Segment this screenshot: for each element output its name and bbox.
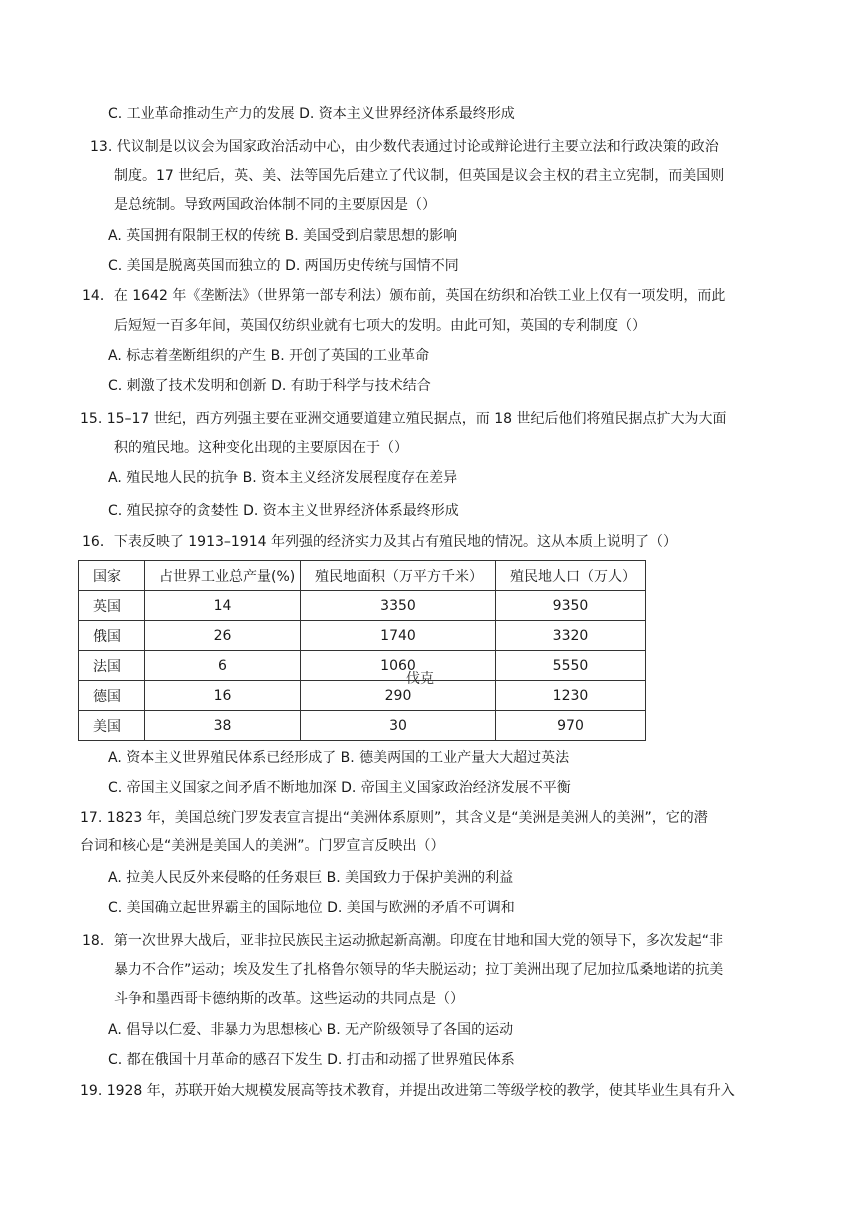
colonial-data-table <box>78 560 646 741</box>
table-cell: 英国 <box>79 591 145 621</box>
table-row <box>79 591 646 621</box>
table-cell: 14 <box>145 591 301 621</box>
text-line: 15. 15–17 世纪，西方列强主要在亚洲交通要道建立殖民据点，而 18 世纪后他们将殖民据点扩大为大面 <box>80 411 727 427</box>
text-line: C. 美国是脱离英国而独立的 D. 两国历史传统与国情不同 <box>108 258 459 274</box>
table-row <box>79 681 646 711</box>
table-cell: 俄国 <box>79 621 145 651</box>
table-cell: 3350 <box>301 591 496 621</box>
table-header-cell: 殖民地面积（万平方千米） <box>301 561 496 591</box>
text-line: 17. 1823 年，美国总统门罗发表宣言提出“美洲体系原则”，其含义是“美洲是美洲人的美洲”，它的潜 <box>80 810 708 826</box>
table-header-cell: 国家 <box>79 561 145 591</box>
table-cell: 法国 <box>79 651 145 681</box>
table-cell: 美国 <box>79 711 145 741</box>
text-line: 积的殖民地。这种变化出现的主要原因在于（） <box>114 440 408 456</box>
text-line: 斗争和墨西哥卡德纳斯的改革。这些运动的共同点是（） <box>114 991 464 1007</box>
table-cell: 德国 <box>79 681 145 711</box>
table-cell: 290 <box>301 681 496 711</box>
text-line: C. 帝国主义国家之间矛盾不断地加深 D. 帝国主义国家政治经济发展不平衡 <box>108 780 571 796</box>
text-line: 制度。17 世纪后，英、美、法等国先后建立了代议制，但英国是议会主权的君主立宪制，而美国则 <box>114 168 725 184</box>
table-cell: 5550 <box>496 651 646 681</box>
text-line: A. 标志着垄断组织的产生 B. 开创了英国的工业革命 <box>108 348 430 364</box>
text-line: C. 美国确立起世界霸主的国际地位 D. 美国与欧洲的矛盾不可调和 <box>108 900 515 916</box>
table-header-cell: 殖民地人口（万人） <box>496 561 646 591</box>
text-line: 13. 代议制是以议会为国家政治活动中心，由少数代表通过讨论或辩论进行主要立法和行政决策的政治 <box>90 139 719 155</box>
table-header-row <box>79 561 646 591</box>
table-cell: 1230 <box>496 681 646 711</box>
watermark-text: 伐克 <box>406 671 434 687</box>
text-line: C. 工业革命推动生产力的发展 D. 资本主义世界经济体系最终形成 <box>108 106 515 122</box>
text-line: A. 殖民地人民的抗争 B. 资本主义经济发展程度存在差异 <box>108 470 458 486</box>
table-cell: 38 <box>145 711 301 741</box>
table-cell: 16 <box>145 681 301 711</box>
table-cell: 3320 <box>496 621 646 651</box>
text-line: 是总统制。导致两国政治体制不同的主要原因是（） <box>114 197 436 213</box>
text-line: 19. 1928 年，苏联开始大规模发展高等技术教育，并提出改进第二等级学校的教学，使其毕业生具有升入 <box>80 1083 735 1099</box>
text-line: 台词和核心是“美洲是美国人的美洲”。门罗宣言反映出（） <box>80 838 445 854</box>
table-cell: 970 <box>496 711 646 741</box>
text-line: C. 殖民掠夺的贪婪性 D. 资本主义世界经济体系最终形成 <box>108 503 459 519</box>
text-line: A. 拉美人民反外来侵略的任务艰巨 B. 美国致力于保护美洲的利益 <box>108 870 514 886</box>
table-cell: 1740 <box>301 621 496 651</box>
table-cell: 26 <box>145 621 301 651</box>
text-line: A. 英国拥有限制王权的传统 B. 美国受到启蒙思想的影响 <box>108 228 458 244</box>
table-cell: 6 <box>145 651 301 681</box>
text-line: C. 刺激了技术发明和创新 D. 有助于科学与技术结合 <box>108 378 431 394</box>
text-line: 后短短一百多年间，英国仅纺织业就有七项大的发明。由此可知，英国的专利制度（） <box>114 318 646 334</box>
text-line: 16．下表反映了 1913–1914 年列强的经济实力及其占有殖民地的情况。这从本质上说明了（） <box>82 534 677 550</box>
text-line: 14．在 1642 年《垄断法》（世界第一部专利法）颁布前，英国在纺织和冶铁工业上仅有一项发明，而此 <box>82 288 726 304</box>
table-row <box>79 621 646 651</box>
table-header-cell: 占世界工业总产量(%) <box>145 561 301 591</box>
text-line: A. 倡导以仁爱、非暴力为思想核心 B. 无产阶级领导了各国的运动 <box>108 1022 514 1038</box>
text-line: 暴力不合作”运动；埃及发生了扎格鲁尔领导的华夫脱运动；拉丁美洲出现了尼加拉瓜桑地诺的抗美 <box>114 962 724 978</box>
table-cell: 9350 <box>496 591 646 621</box>
text-line: A. 资本主义世界殖民体系已经形成了 B. 德美两国的工业产量大大超过英法 <box>108 750 570 766</box>
text-line: 18．第一次世界大战后，亚非拉民族民主运动掀起新高潮。印度在甘地和国大党的领导下，多次发起“非 <box>82 933 724 949</box>
table-cell: 1060 <box>301 651 496 681</box>
text-line: C. 都在俄国十月革命的感召下发生 D. 打击和动摇了世界殖民体系 <box>108 1052 515 1068</box>
table-row <box>79 651 646 681</box>
table-cell: 30 <box>301 711 496 741</box>
table-row <box>79 711 646 741</box>
